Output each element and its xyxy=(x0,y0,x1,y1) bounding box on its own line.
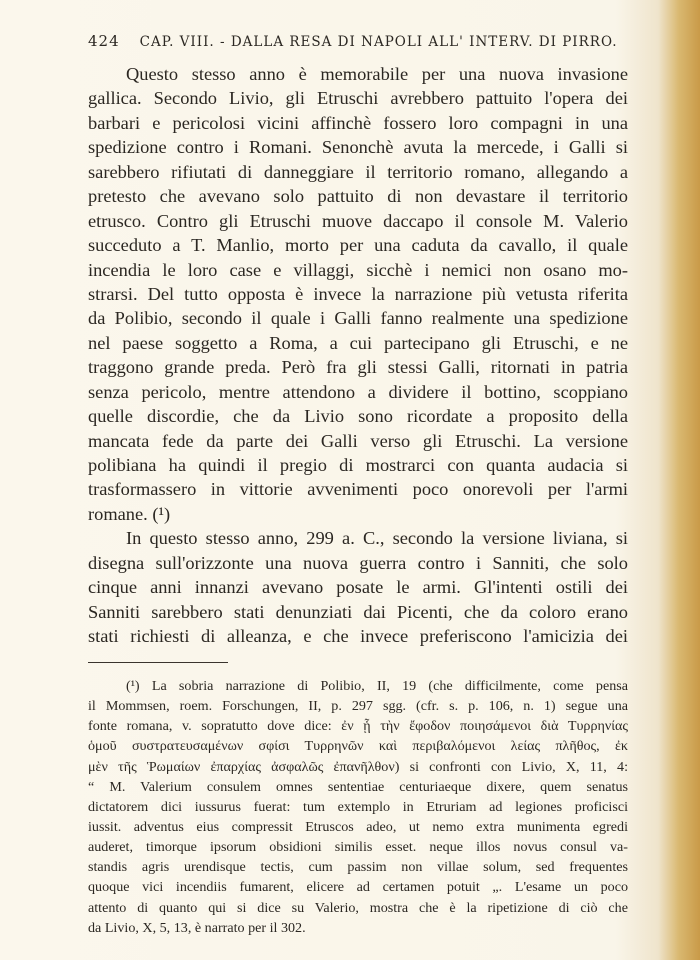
body-line: succeduto a T. Manlio, morto per una caduta da cavallo, il quale xyxy=(88,235,628,256)
footnote-line: fonte romana, v. sopratutto dove dice: ἐν ᾗ τὴν ἔφοδον ποιησάμενοι διὰ Τυρρηνίας xyxy=(88,718,628,735)
running-header xyxy=(88,32,628,54)
footnote-divider xyxy=(88,662,228,663)
footnote-line: attento di quanto qui si dice su Valerio, mostra che è la ripetizione di ciò che xyxy=(88,899,628,916)
footnote-line: da Livio, X, 5, 13, è narrato per il 302. xyxy=(88,919,306,936)
body-line: barbari e pericolosi vicini affinchè fossero loro compagni in una xyxy=(88,112,628,133)
body-line: incendia le loro case e villaggi, sicchè i nemici non osano mo- xyxy=(88,259,628,280)
body-line: strarsi. Del tutto opposta è invece la narrazione più vetusta riferita xyxy=(88,283,628,304)
body-line: disegna sull'orizzonte una nuova guerra contro i Sanniti, che solo xyxy=(88,552,628,573)
main-text xyxy=(88,62,628,649)
footnote-line: il Mommsen, roem. Forschungen, II, p. 297 sgg. (cfr. s. p. 106, n. 1) segue una xyxy=(88,698,628,715)
footnote-line: (¹) La sobria narrazione di Polibio, II, 19 (che difficilmente, come pensa xyxy=(126,678,628,694)
body-line: cinque anni innanzi avevano posate le armi. Gl'intenti ostili dei xyxy=(88,577,628,598)
footnote-line: μὲν τῆς Ῥωμαίων ἐπαρχίας ἀσφαλῶς ἐπανῆλθον) si confronti con Livio, X, 11, 4: xyxy=(88,758,628,775)
footnote-line: dictatorem dici iussurus fuerat: tum extemplo in Etruriam ad legiones proficisci xyxy=(88,798,628,815)
body-line: quelle discordie, che da Livio sono ricordate a proposito della xyxy=(88,406,628,427)
footnote-line: ὁμοῦ συστρατευσαμένων σφίσι Τυρρηνῶν καὶ περιβαλόμενοι λείας πλῆθος, ἐκ xyxy=(88,738,628,755)
body-line: stati richiesti di alleanza, e che invece preferiscono l'amicizia dei xyxy=(88,626,628,647)
footnotes xyxy=(88,676,628,938)
footnote-line: quoque vici incendiis fumarent, elicere ad certamen potuit „. L'esame un poco xyxy=(88,879,628,896)
footnote-line: “ M. Valerium consulem omnes sententiae centuriaeque dixere, quem senatus xyxy=(88,778,628,795)
body-line: sarebbero rifiutati di danneggiare il territorio romano, allegando a xyxy=(88,161,628,182)
body-line: polibiana ha quindi il pregio di mostrarci con quanta audacia si xyxy=(88,455,628,475)
body-line: romane. (¹) xyxy=(88,503,171,524)
running-title: CAP. VIII. - DALLA RESA DI NAPOLI ALL' INTERV. DI PIRRO. xyxy=(139,34,618,50)
footnote-line: auderet, timorque ipsorum obsidioni similis esset. neque illos novus consul va- xyxy=(88,839,628,856)
body-line: senza pericolo, mentre attendono a dividere il bottino, scoppiano xyxy=(88,381,628,402)
body-line: In questo stesso anno, 299 a. C., secondo la versione liviana, si xyxy=(126,528,628,549)
page-number: 424 xyxy=(88,32,120,50)
body-line: Sanniti sarebbero stati denunziati dai Picenti, che da coloro erano xyxy=(88,601,628,622)
body-line: gallica. Secondo Livio, gli Etruschi avrebbero pattuito l'opera dei xyxy=(88,88,628,109)
body-line: Questo stesso anno è memorabile per una nuova invasione xyxy=(126,64,628,84)
body-line: traggono grande preda. Però fra gli stessi Galli, ritornati in patria xyxy=(88,357,628,378)
body-line: da Polibio, secondo il quale i Galli fanno realmente una spedizione xyxy=(88,308,628,329)
footnote-line: iussit. adventus eius compressit Etruscos adeo, ut nemo extra munimenta egredi xyxy=(88,818,628,835)
body-line: pretesto che avevano solo pattuito di non devastare il territorio xyxy=(88,186,628,207)
footnote-line: standis agris urendisque tectis, cum passim non villae solum, sed frequentes xyxy=(88,859,628,876)
body-line: trasformassero in vittorie avvenimenti poco onorevoli per l'armi xyxy=(88,479,628,500)
body-line: nel paese soggetto a Roma, a cui partecipano gli Etruschi, e ne xyxy=(88,332,628,353)
body-line: mancata fede da parte dei Galli verso gli Etruschi. La versione xyxy=(88,430,628,451)
body-line: spedizione contro i Romani. Senonchè avuta la mercede, i Galli si xyxy=(88,137,628,158)
body-line: etrusco. Contro gli Etruschi muove daccapo il console M. Valerio xyxy=(88,210,628,231)
